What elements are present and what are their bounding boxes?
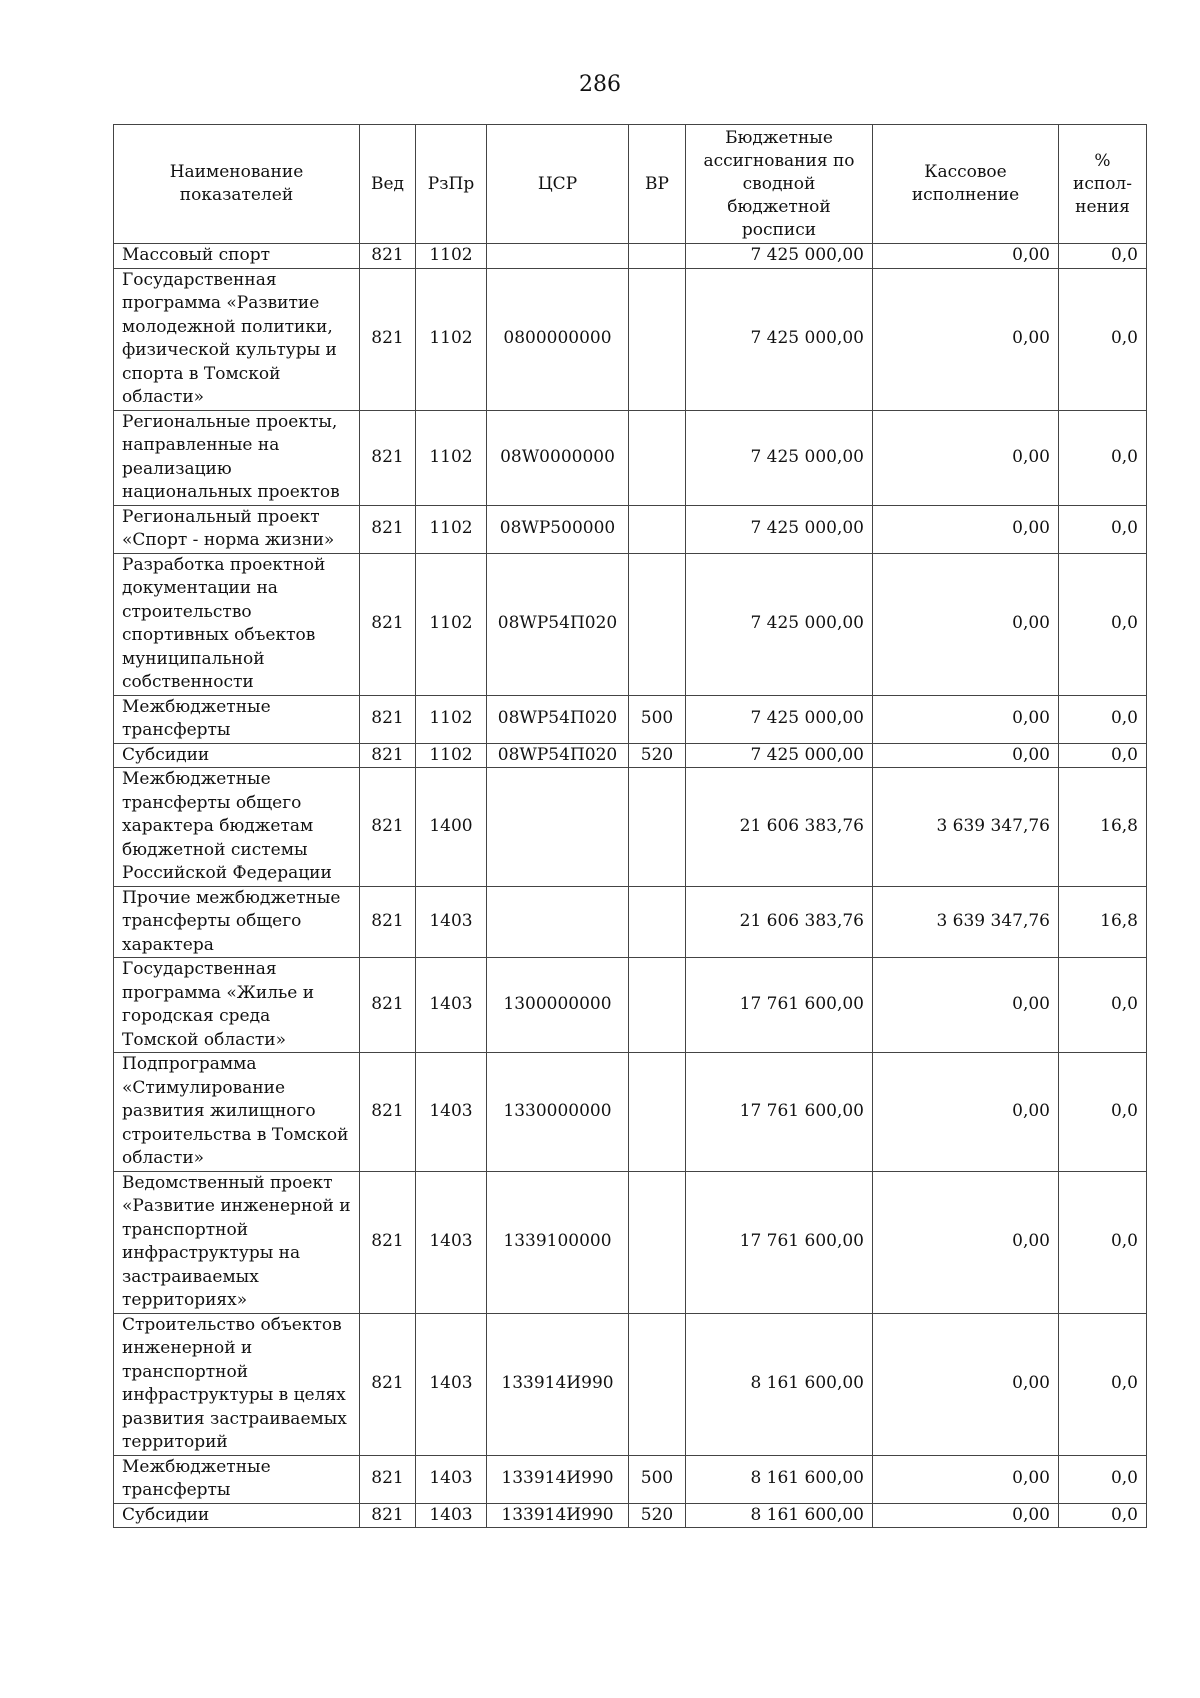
row-rzpr: 1102 <box>416 268 487 410</box>
row-ved: 821 <box>360 553 416 695</box>
row-rzpr: 1102 <box>416 410 487 505</box>
row-percent-execution: 0,0 <box>1059 1455 1147 1503</box>
row-rzpr: 1102 <box>416 695 487 743</box>
row-csr: 08WP500000 <box>487 505 629 553</box>
row-ved: 821 <box>360 244 416 269</box>
header-assignments: Бюджетные ассигнования по сводной бюджетной росписи <box>686 125 873 244</box>
row-assignments: 7 425 000,00 <box>686 268 873 410</box>
row-ved: 821 <box>360 1503 416 1528</box>
row-ved: 821 <box>360 268 416 410</box>
table-row <box>114 1313 1147 1455</box>
row-name: Подпрограмма «Стимулирование развития жилищного строительства в Томской области» <box>114 1053 360 1172</box>
row-cash-execution: 0,00 <box>873 553 1059 695</box>
row-percent-execution: 16,8 <box>1059 768 1147 887</box>
row-name: Разработка проектной документации на строительство спортивных объектов муниципальной собственности <box>114 553 360 695</box>
row-name: Массовый спорт <box>114 244 360 269</box>
row-vr <box>629 268 686 410</box>
row-vr <box>629 1053 686 1172</box>
row-vr: 500 <box>629 695 686 743</box>
row-ved: 821 <box>360 1171 416 1313</box>
row-csr: 08W0000000 <box>487 410 629 505</box>
row-vr <box>629 768 686 887</box>
row-cash-execution: 0,00 <box>873 410 1059 505</box>
row-rzpr: 1403 <box>416 1503 487 1528</box>
table-row <box>114 743 1147 768</box>
row-rzpr: 1403 <box>416 1053 487 1172</box>
table-row <box>114 886 1147 958</box>
row-assignments: 21 606 383,76 <box>686 768 873 887</box>
row-vr: 520 <box>629 1503 686 1528</box>
row-name: Прочие межбюджетные трансферты общего характера <box>114 886 360 958</box>
row-cash-execution: 0,00 <box>873 268 1059 410</box>
row-assignments: 8 161 600,00 <box>686 1503 873 1528</box>
row-cash-execution: 0,00 <box>873 1053 1059 1172</box>
header-rzpr: РзПр <box>416 125 487 244</box>
header-cash-execution: Кассовое исполнение <box>873 125 1059 244</box>
row-cash-execution: 0,00 <box>873 1503 1059 1528</box>
row-csr: 133914И990 <box>487 1503 629 1528</box>
row-csr: 1339100000 <box>487 1171 629 1313</box>
row-vr <box>629 1171 686 1313</box>
row-percent-execution: 0,0 <box>1059 1503 1147 1528</box>
row-assignments: 21 606 383,76 <box>686 886 873 958</box>
row-ved: 821 <box>360 958 416 1053</box>
row-ved: 821 <box>360 886 416 958</box>
row-ved: 821 <box>360 768 416 887</box>
row-percent-execution: 0,0 <box>1059 244 1147 269</box>
row-cash-execution: 3 639 347,76 <box>873 768 1059 887</box>
row-assignments: 7 425 000,00 <box>686 743 873 768</box>
table-row <box>114 1171 1147 1313</box>
row-cash-execution: 0,00 <box>873 695 1059 743</box>
row-cash-execution: 0,00 <box>873 743 1059 768</box>
row-cash-execution: 3 639 347,76 <box>873 886 1059 958</box>
row-ved: 821 <box>360 505 416 553</box>
table-row <box>114 958 1147 1053</box>
table-row <box>114 410 1147 505</box>
row-vr <box>629 886 686 958</box>
row-name: Субсидии <box>114 743 360 768</box>
row-ved: 821 <box>360 1455 416 1503</box>
row-assignments: 17 761 600,00 <box>686 958 873 1053</box>
page-number: 286 <box>579 72 621 97</box>
row-csr <box>487 768 629 887</box>
table-row <box>114 1503 1147 1528</box>
table-row <box>114 244 1147 269</box>
row-name: Ведомственный проект «Развитие инженерной и транспортной инфраструктуры на застраиваемых территориях» <box>114 1171 360 1313</box>
row-vr <box>629 958 686 1053</box>
row-ved: 821 <box>360 1053 416 1172</box>
row-rzpr: 1102 <box>416 553 487 695</box>
table-row <box>114 1053 1147 1172</box>
table-row <box>114 268 1147 410</box>
row-assignments: 17 761 600,00 <box>686 1171 873 1313</box>
row-csr: 08WP54П020 <box>487 553 629 695</box>
row-assignments: 7 425 000,00 <box>686 244 873 269</box>
row-vr: 500 <box>629 1455 686 1503</box>
row-rzpr: 1403 <box>416 1313 487 1455</box>
row-vr <box>629 553 686 695</box>
row-percent-execution: 0,0 <box>1059 553 1147 695</box>
header-percent-execution: % испол-нения <box>1059 125 1147 244</box>
row-assignments: 8 161 600,00 <box>686 1455 873 1503</box>
row-assignments: 17 761 600,00 <box>686 1053 873 1172</box>
row-csr <box>487 244 629 269</box>
row-cash-execution: 0,00 <box>873 505 1059 553</box>
table-row <box>114 505 1147 553</box>
table-header-row <box>114 125 1147 244</box>
header-name: Наименование показателей <box>114 125 360 244</box>
row-assignments: 8 161 600,00 <box>686 1313 873 1455</box>
row-rzpr: 1102 <box>416 244 487 269</box>
row-name: Региональный проект «Спорт - норма жизни» <box>114 505 360 553</box>
row-csr: 08WP54П020 <box>487 695 629 743</box>
row-rzpr: 1403 <box>416 1171 487 1313</box>
row-cash-execution: 0,00 <box>873 1171 1059 1313</box>
row-percent-execution: 0,0 <box>1059 958 1147 1053</box>
row-rzpr: 1403 <box>416 886 487 958</box>
row-rzpr: 1102 <box>416 743 487 768</box>
row-vr: 520 <box>629 743 686 768</box>
table-row <box>114 695 1147 743</box>
header-ved: Вед <box>360 125 416 244</box>
table-body <box>114 244 1147 1528</box>
table-row <box>114 768 1147 887</box>
row-name: Межбюджетные трансферты общего характера бюджетам бюджетной системы Российской Федерации <box>114 768 360 887</box>
row-cash-execution: 0,00 <box>873 1313 1059 1455</box>
row-percent-execution: 0,0 <box>1059 695 1147 743</box>
row-rzpr: 1403 <box>416 958 487 1053</box>
row-percent-execution: 0,0 <box>1059 1053 1147 1172</box>
row-csr: 1300000000 <box>487 958 629 1053</box>
row-rzpr: 1400 <box>416 768 487 887</box>
row-percent-execution: 0,0 <box>1059 268 1147 410</box>
header-csr: ЦСР <box>487 125 629 244</box>
row-percent-execution: 0,0 <box>1059 505 1147 553</box>
header-vr: ВР <box>629 125 686 244</box>
row-rzpr: 1403 <box>416 1455 487 1503</box>
row-vr <box>629 244 686 269</box>
row-csr: 0800000000 <box>487 268 629 410</box>
row-name: Субсидии <box>114 1503 360 1528</box>
row-csr <box>487 886 629 958</box>
row-name: Межбюджетные трансферты <box>114 695 360 743</box>
row-rzpr: 1102 <box>416 505 487 553</box>
row-percent-execution: 0,0 <box>1059 410 1147 505</box>
row-cash-execution: 0,00 <box>873 958 1059 1053</box>
row-name: Государственная программа «Развитие молодежной политики, физической культуры и спорта в Томской области» <box>114 268 360 410</box>
row-csr: 133914И990 <box>487 1455 629 1503</box>
row-vr <box>629 505 686 553</box>
row-percent-execution: 0,0 <box>1059 743 1147 768</box>
row-assignments: 7 425 000,00 <box>686 695 873 743</box>
row-ved: 821 <box>360 410 416 505</box>
row-ved: 821 <box>360 743 416 768</box>
row-name: Региональные проекты, направленные на реализацию национальных проектов <box>114 410 360 505</box>
budget-table <box>113 124 1147 1528</box>
row-csr: 1330000000 <box>487 1053 629 1172</box>
row-assignments: 7 425 000,00 <box>686 505 873 553</box>
row-name: Строительство объектов инженерной и транспортной инфраструктуры в целях развития застраиваемых территорий <box>114 1313 360 1455</box>
row-cash-execution: 0,00 <box>873 1455 1059 1503</box>
row-vr <box>629 410 686 505</box>
row-assignments: 7 425 000,00 <box>686 410 873 505</box>
table-row <box>114 553 1147 695</box>
row-csr: 08WP54П020 <box>487 743 629 768</box>
row-percent-execution: 0,0 <box>1059 1171 1147 1313</box>
row-cash-execution: 0,00 <box>873 244 1059 269</box>
row-name: Межбюджетные трансферты <box>114 1455 360 1503</box>
row-name: Государственная программа «Жилье и городская среда Томской области» <box>114 958 360 1053</box>
row-assignments: 7 425 000,00 <box>686 553 873 695</box>
row-vr <box>629 1313 686 1455</box>
row-percent-execution: 16,8 <box>1059 886 1147 958</box>
table-row <box>114 1455 1147 1503</box>
row-percent-execution: 0,0 <box>1059 1313 1147 1455</box>
row-csr: 133914И990 <box>487 1313 629 1455</box>
row-ved: 821 <box>360 695 416 743</box>
row-ved: 821 <box>360 1313 416 1455</box>
